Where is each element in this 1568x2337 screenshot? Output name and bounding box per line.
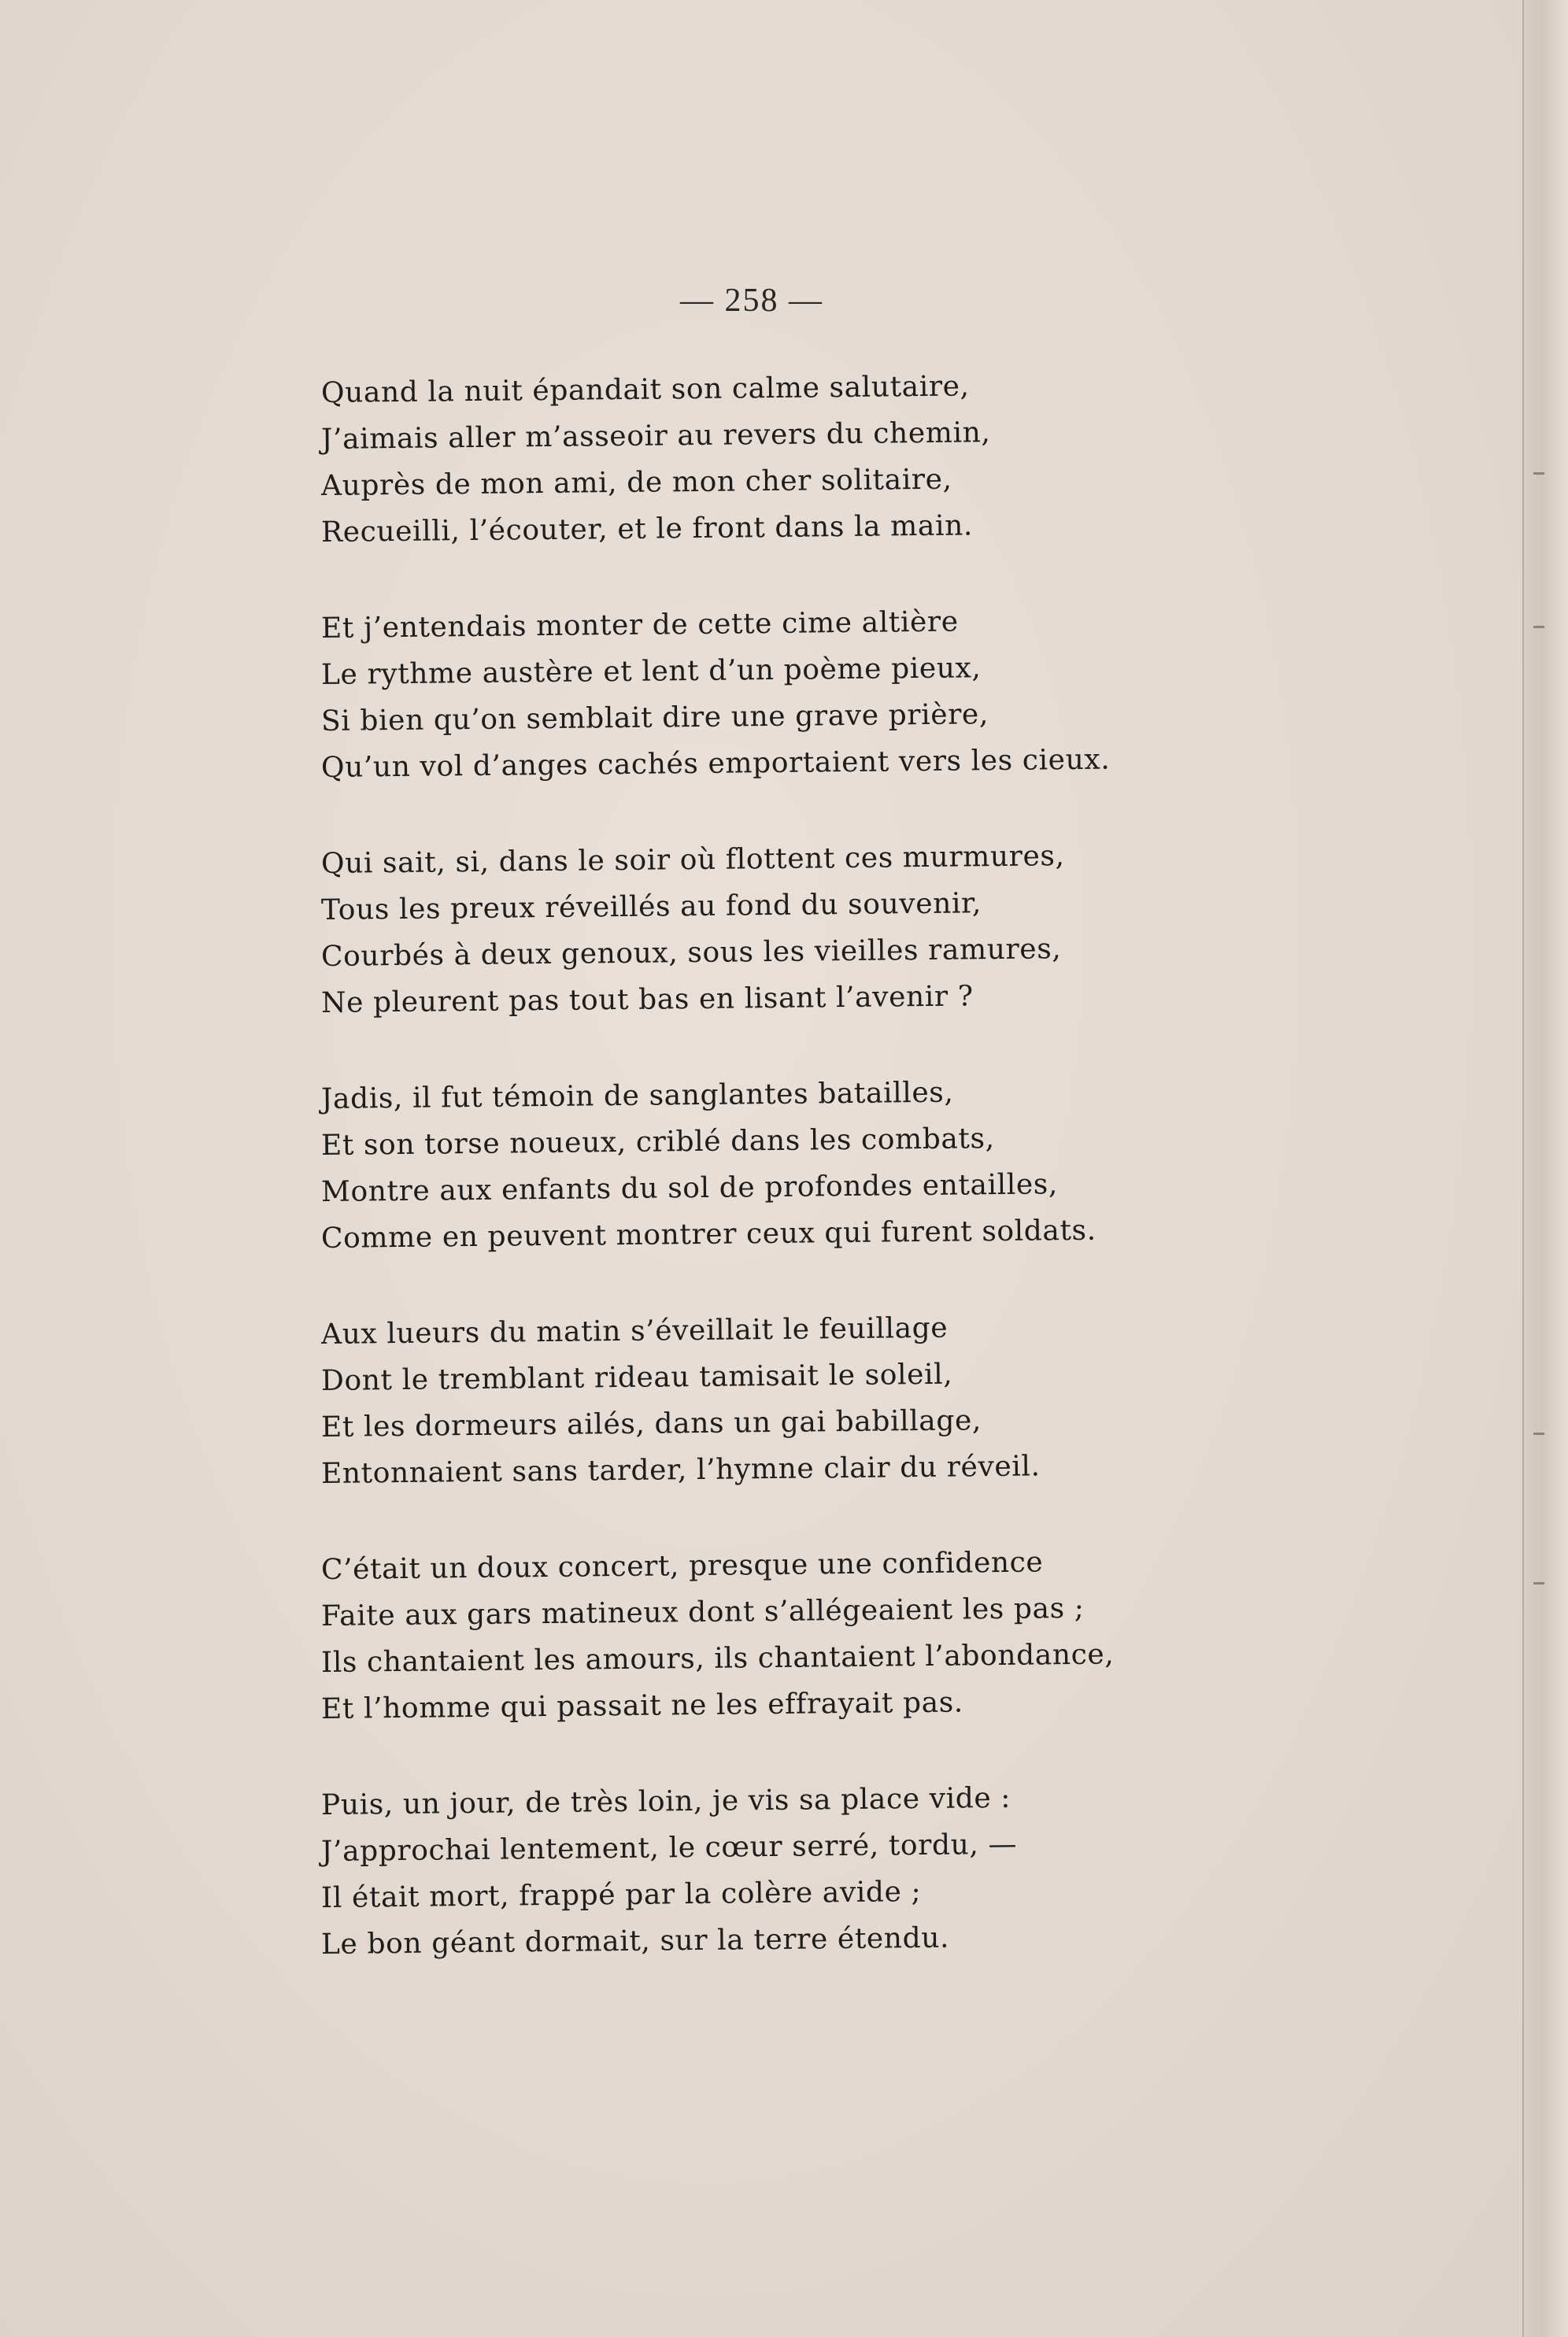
edge-mark (1533, 472, 1544, 475)
poem-line: J’approchai lentement, le cœur serré, tordu, — (320, 1828, 1018, 1868)
stanza-3 (321, 841, 1148, 1026)
poem-line: Puis, un jour, de très loin, je vis sa place vide : (320, 1781, 1011, 1821)
poem-line: Auprès de mon ami, de mon cher solitaire, (320, 463, 952, 502)
poem-line: J’aimais aller m’asseoir au revers du chemin, (320, 416, 991, 456)
poem-line: Le rythme austère et lent d’un poème pieux, (320, 652, 982, 691)
page-edge (1522, 0, 1568, 2337)
edge-mark (1533, 626, 1544, 628)
poem-line: Qu’un vol d’anges cachés emportaient vers les cieux. (320, 743, 1111, 784)
stanza-6 (321, 1547, 1148, 1732)
poem-line: Recueilli, l’écouter, et le front dans la main. (320, 509, 974, 549)
poem-line: Comme en peuvent montrer ceux qui furent soldats. (320, 1214, 1096, 1255)
poem-line: Si bien qu’on semblait dire une grave prière, (320, 698, 989, 738)
page-number: — 258 — (680, 283, 823, 319)
poem-line: Aux lueurs du matin s’éveillait le feuillage (320, 1311, 949, 1351)
poem-line: Et les dormeurs ailés, dans un gai babillage, (320, 1404, 982, 1444)
poem-line: Et son torse noueux, criblé dans les combats, (320, 1122, 995, 1162)
poem-line: Courbés à deux genoux, sous les vieilles ramures, (320, 933, 1062, 973)
poem-line: Montre aux enfants du sol de profondes entailles, (320, 1168, 1059, 1208)
poem-line: Ne pleurent pas tout bas en lisant l’avenir ? (320, 980, 974, 1019)
edge-mark (1533, 1582, 1544, 1585)
poem-line: Entonnaient sans tarder, l’hymne clair du réveil. (320, 1450, 1041, 1490)
poem-line: Faite aux gars matineux dont s’allégeaient les pas ; (320, 1592, 1085, 1633)
poem-line: Qui sait, si, dans le soir où flottent ces murmures, (320, 840, 1065, 880)
poem-line: Ils chantaient les amours, ils chantaient l’abondance, (320, 1638, 1115, 1679)
stanza-2 (321, 605, 1148, 791)
poem-line: Quand la nuit épandait son calme salutaire, (320, 370, 970, 409)
poem-line: Et j’entendais monter de cette cime altière (320, 605, 959, 645)
stanza-7 (321, 1782, 1148, 1968)
poem-line: Tous les preux réveillés au fond du souvenir, (320, 887, 982, 926)
poem-line: Et l’homme qui passait ne les effrayait pas. (320, 1686, 964, 1725)
stanza-4 (321, 1076, 1148, 1262)
poem-line: C’était un doux concert, presque une confidence (320, 1546, 1044, 1586)
poem-line: Jadis, il fut témoin de sanglantes batailles, (320, 1076, 954, 1115)
poem-line: Il était mort, frappé par la colère avide ; (320, 1876, 922, 1914)
stanza-1 (321, 370, 1148, 556)
poem (321, 370, 1148, 2017)
edge-mark (1533, 1433, 1544, 1435)
stanza-5 (321, 1311, 1148, 1497)
poem-line: Le bon géant dormait, sur la terre étendu. (320, 1921, 950, 1961)
poem-line: Dont le tremblant rideau tamisait le soleil, (320, 1358, 953, 1397)
